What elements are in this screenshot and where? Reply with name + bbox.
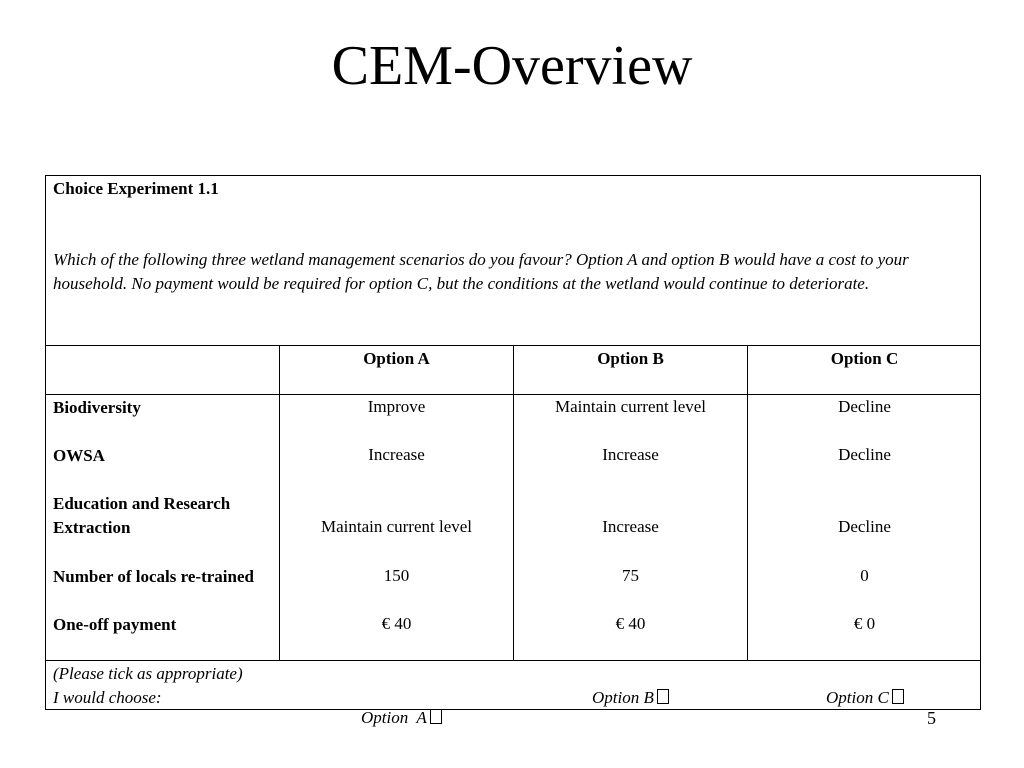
value-cell: 0 xyxy=(860,566,869,585)
choice-option-c-label: Option C xyxy=(826,688,889,707)
value-cell: Decline xyxy=(838,517,891,536)
choice-option-b[interactable] xyxy=(592,688,669,708)
checkbox-option-b[interactable] xyxy=(657,689,669,704)
checkbox-option-c[interactable] xyxy=(892,689,904,704)
value-cell: € 40 xyxy=(615,614,646,633)
row-divider xyxy=(46,660,980,661)
question-line-1: Which of the following three wetland management scenarios do you favour? Option A and option B would have a cost to your xyxy=(53,250,909,269)
attribute-label-biodiversity: Biodiversity xyxy=(53,398,141,417)
value-cell: 150 xyxy=(383,566,410,585)
value-cell: Decline xyxy=(838,445,891,464)
value-cell: Maintain current level xyxy=(554,397,707,416)
choice-option-b-label: Option B xyxy=(592,688,654,707)
choose-label: I would choose: xyxy=(53,688,162,707)
tick-instruction: (Please tick as appropriate) xyxy=(53,664,243,683)
choice-option-a-label: Option A xyxy=(361,708,427,727)
column-divider xyxy=(513,345,514,660)
option-c-header: Option C xyxy=(830,349,899,368)
choice-option-a[interactable] xyxy=(344,688,442,748)
column-divider xyxy=(279,345,280,660)
value-cell: € 40 xyxy=(381,614,412,633)
value-cell: Decline xyxy=(838,397,891,416)
option-b-header: Option B xyxy=(597,349,664,368)
choice-option-c[interactable] xyxy=(826,688,904,708)
value-cell: Increase xyxy=(602,445,659,464)
value-cell: Increase xyxy=(368,445,425,464)
value-cell: € 0 xyxy=(853,614,876,633)
value-cell: Improve xyxy=(367,397,426,416)
column-divider xyxy=(747,345,748,660)
value-cell: Increase xyxy=(602,517,659,536)
page-number: 5 xyxy=(927,708,936,728)
experiment-heading: Choice Experiment 1.1 xyxy=(53,179,219,198)
value-cell: 75 xyxy=(622,566,639,585)
choice-experiment-table xyxy=(45,175,981,727)
attribute-label-payment: One-off payment xyxy=(53,615,177,634)
option-a-header: Option A xyxy=(363,349,430,368)
question-line-2: household. No payment would be required for option C, but the conditions at the wetland would continue to deteriorate. xyxy=(53,274,870,293)
checkbox-option-a[interactable] xyxy=(430,709,442,724)
value-cell: Maintain current level xyxy=(320,517,473,536)
slide-title: CEM-Overview xyxy=(331,35,693,97)
attribute-label-owsa: OWSA xyxy=(53,446,105,465)
attribute-label-locals-retrained: Number of locals re-trained xyxy=(53,567,254,586)
attribute-label-education-line-1: Education and Research xyxy=(53,494,231,513)
attribute-label-education-line-2: Extraction xyxy=(53,518,131,537)
